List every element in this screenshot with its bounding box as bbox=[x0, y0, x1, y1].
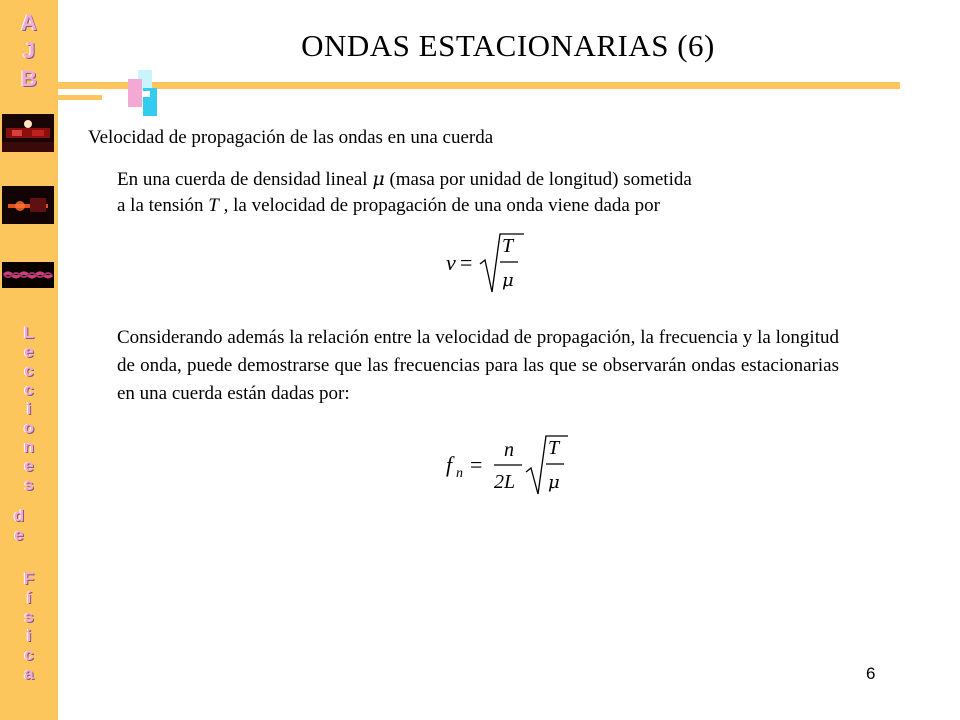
sidebar-vertical-letter: a bbox=[24, 664, 34, 683]
sidebar-vertical-letter: s bbox=[24, 607, 34, 626]
sidebar-vertical-letter: c bbox=[24, 380, 34, 399]
sidebar-vertical-letter: L bbox=[23, 323, 35, 342]
text-run: (masa por unidad de longitud) sometida bbox=[384, 169, 692, 190]
text-run: , la velocidad de propagación de una onda viene dada por bbox=[218, 195, 660, 216]
slide-title: ONDAS ESTACIONARIAS (6) bbox=[301, 28, 715, 63]
decorative-block bbox=[128, 79, 142, 107]
fraction-numerator: n bbox=[504, 439, 514, 461]
header-rule bbox=[58, 82, 900, 89]
frequency-paragraph: Considerando además la relación entre la velocidad de propagación, la frecuencia y la longitud de onda, puede demostrarse que las frecuencias para las que se observarán ondas estacionarias en una cuerda están dadas por: bbox=[117, 327, 839, 404]
header-rule-short bbox=[58, 95, 102, 100]
sidebar-vertical-letter: c bbox=[24, 645, 34, 664]
formula-denominator: μ bbox=[502, 270, 514, 291]
sidebar-vertical-letter: c bbox=[24, 361, 34, 380]
formula-numerator: T bbox=[502, 235, 514, 257]
sidebar-vertical-letter: s bbox=[24, 475, 34, 494]
harmonic-frequency-formula bbox=[444, 432, 574, 507]
formula-subscript: n bbox=[456, 466, 463, 481]
section-heading: Velocidad de propagación de las ondas en una cuerda bbox=[88, 127, 494, 148]
sidebar-vertical-letter: e bbox=[24, 342, 34, 361]
formula-graphic bbox=[444, 432, 574, 502]
sidebar-vertical-letter: e bbox=[14, 525, 24, 544]
formula-denominator: μ bbox=[548, 472, 560, 493]
formula-lhs: v bbox=[446, 250, 456, 275]
formula-graphic bbox=[444, 230, 544, 300]
sidebar bbox=[0, 0, 58, 720]
formula-equals: = bbox=[470, 452, 483, 477]
sidebar-vertical-letter: i bbox=[26, 399, 32, 418]
formula-lhs: f bbox=[446, 452, 453, 477]
sidebar-vertical-letter: í bbox=[26, 588, 32, 607]
fraction-denominator: 2L bbox=[494, 471, 516, 493]
sidebar-vertical-letter: F bbox=[23, 569, 35, 588]
lab-photo-image bbox=[2, 114, 54, 152]
decorative-block bbox=[142, 91, 150, 97]
lab-photo-thumbnail-1 bbox=[2, 114, 54, 152]
sidebar-vertical-letter: i bbox=[26, 626, 32, 645]
page-number: 6 bbox=[866, 664, 876, 683]
logo-letter-j: J bbox=[22, 38, 36, 63]
tension-symbol: T bbox=[208, 195, 219, 216]
sidebar-vertical-letter: e bbox=[24, 456, 34, 475]
wave-speed-formula bbox=[444, 230, 544, 305]
logo-letter-a: A bbox=[21, 10, 37, 35]
sidebar-vertical-letter: d bbox=[13, 506, 25, 525]
lab-photo-thumbnail-2 bbox=[2, 186, 54, 224]
formula-equals: = bbox=[460, 250, 473, 275]
formula-numerator: T bbox=[548, 437, 560, 459]
text-run: a la tensión bbox=[117, 195, 209, 216]
sidebar-vertical-letter: o bbox=[23, 418, 35, 437]
logo-letter-b: B bbox=[21, 66, 37, 91]
wave-photo-image bbox=[2, 262, 54, 288]
wave-photo-thumbnail bbox=[2, 262, 54, 288]
mu-symbol: μ bbox=[372, 168, 385, 190]
text-run: En una cuerda de densidad lineal bbox=[117, 169, 373, 190]
lab-photo-image bbox=[2, 186, 54, 224]
intro-paragraph bbox=[117, 166, 857, 219]
sidebar-vertical-letter: n bbox=[23, 437, 35, 456]
